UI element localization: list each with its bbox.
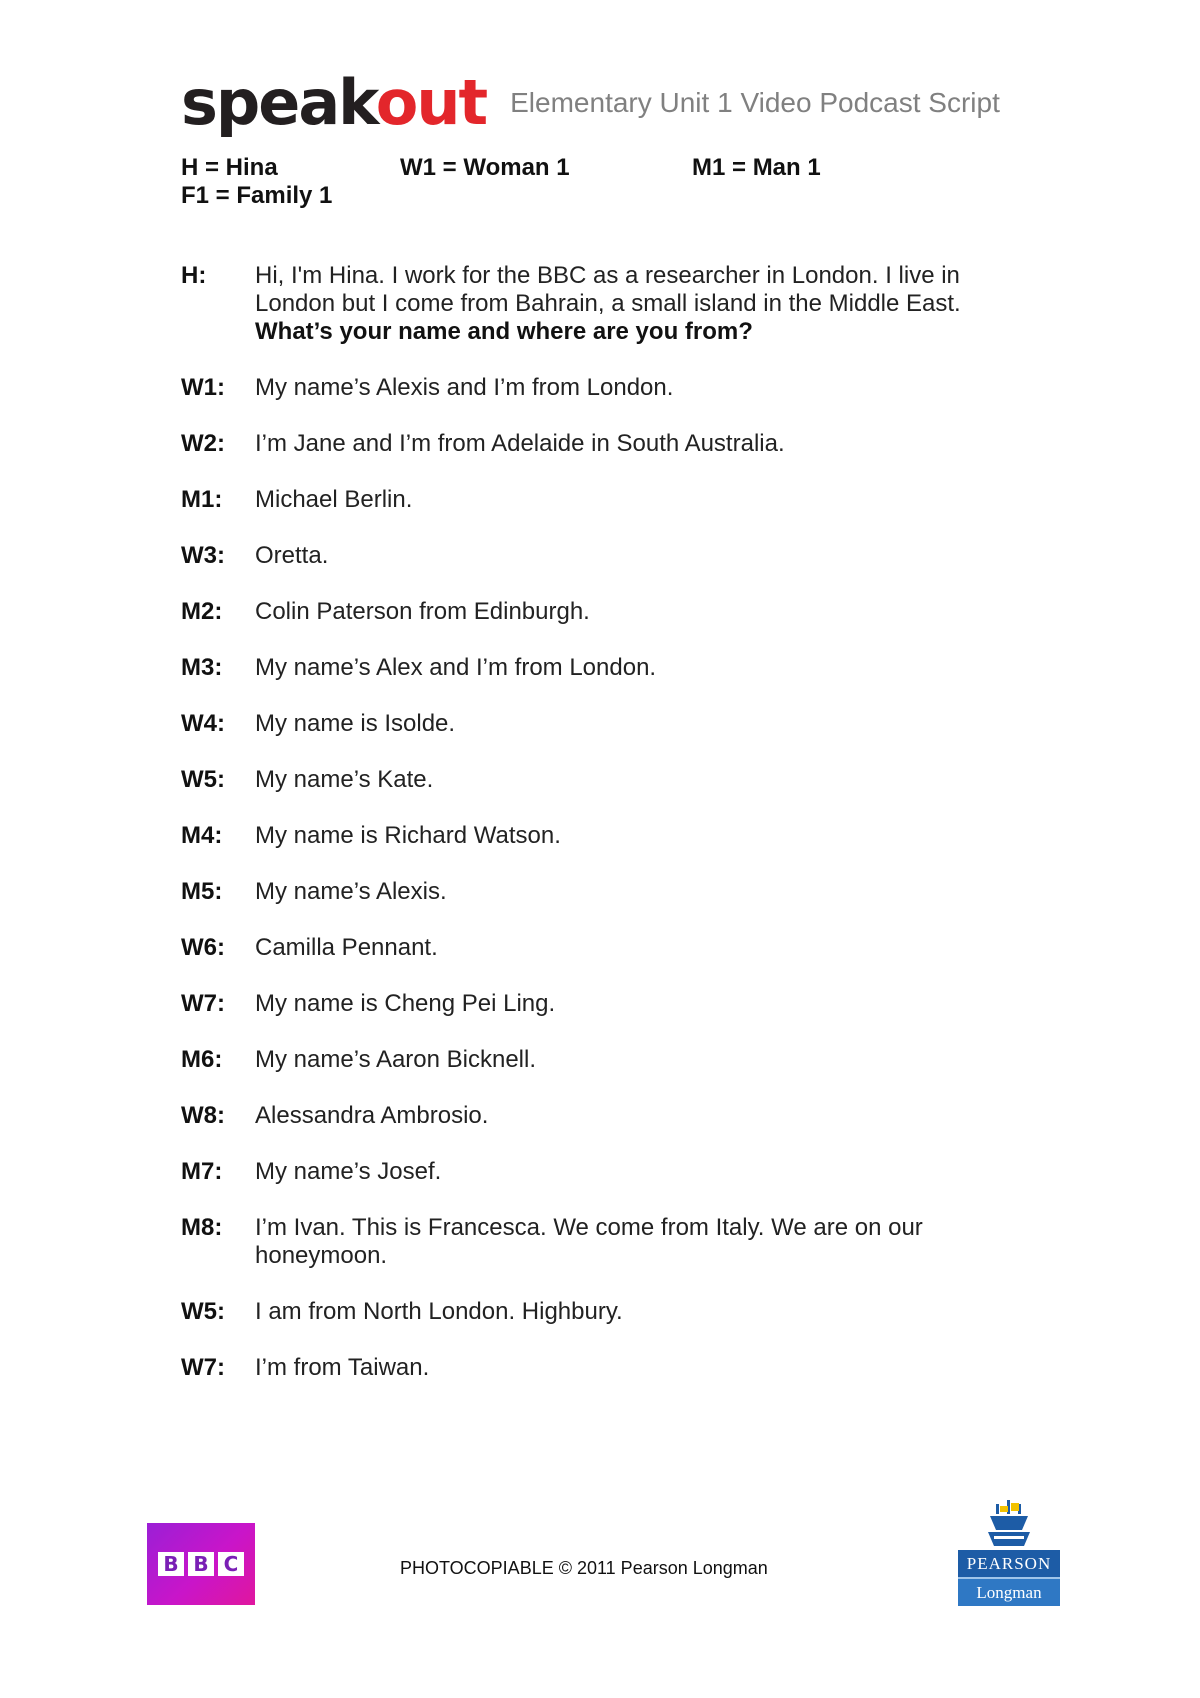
transcript-row (181, 430, 1021, 458)
pearson-label: PEARSON (958, 1550, 1060, 1577)
speaker-label: M3: (181, 654, 223, 681)
transcript-row (181, 542, 1021, 570)
transcript-row (181, 878, 1021, 906)
speaker-label: W4: (181, 710, 225, 737)
speech-text-block (255, 934, 1021, 962)
speech-text: My name’s Aaron Bicknell. (255, 1046, 537, 1073)
speech-text-block (255, 1354, 1021, 1382)
transcript-row (181, 1158, 1021, 1186)
speech-text: Camilla Pennant. (255, 934, 438, 961)
speaker-label: M2: (181, 598, 223, 625)
speaker-label: M4: (181, 822, 223, 849)
speech-text: Alessandra Ambrosio. (255, 1102, 489, 1129)
speaker-label: M1: (181, 486, 223, 513)
speech-text: My name’s Alex and I’m from London. (255, 654, 657, 681)
speech-question: What’s your name and where are you from? (255, 318, 753, 345)
speech-text: I’m Ivan. This is Francesca. We come from Italy. We are on our honeymoon. (255, 1214, 923, 1269)
longman-label: Longman (958, 1577, 1060, 1606)
speech-text-block (255, 1046, 1021, 1074)
speaker-label: W6: (181, 934, 225, 961)
transcript (181, 262, 1021, 1410)
speaker-label: W2: (181, 430, 225, 457)
document-title: Elementary Unit 1 Video Podcast Script (510, 87, 1000, 118)
speech-text-block (255, 822, 1021, 850)
transcript-row (181, 486, 1021, 514)
speech-text: Hi, I'm Hina. I work for the BBC as a researcher in London. I live in London but I come from Bahrain, a small island in the Middle East. (255, 262, 961, 317)
speech-text: I’m Jane and I’m from Adelaide in South Australia. (255, 430, 785, 457)
speech-text-block (255, 1102, 1021, 1130)
transcript-row (181, 1102, 1021, 1130)
key-woman-1: W1 = Woman 1 (400, 154, 570, 181)
bbc-letter: B (188, 1552, 214, 1576)
speech-text: Oretta. (255, 542, 329, 569)
key-hina: H = Hina (181, 154, 278, 181)
transcript-row (181, 822, 1021, 850)
speaker-label: M8: (181, 1214, 223, 1241)
logo-out: out (375, 66, 487, 139)
speaker-label: W5: (181, 766, 225, 793)
speech-text: Colin Paterson from Edinburgh. (255, 598, 590, 625)
speech-text: My name is Isolde. (255, 710, 456, 737)
transcript-row (181, 1214, 1021, 1270)
speech-text-block (255, 486, 1021, 514)
ship-icon (986, 1500, 1032, 1550)
speech-text: Michael Berlin. (255, 486, 413, 513)
speech-text-block (255, 542, 1021, 570)
key-family-1: F1 = Family 1 (181, 182, 333, 209)
speech-text: My name’s Josef. (255, 1158, 442, 1185)
speech-text-block (255, 374, 1021, 402)
speech-text: I am from North London. Highbury. (255, 1298, 623, 1325)
bbc-logo (147, 1523, 255, 1605)
transcript-row (181, 598, 1021, 626)
speech-text-block (255, 598, 1021, 626)
transcript-row (181, 654, 1021, 682)
speaker-label: M6: (181, 1046, 223, 1073)
transcript-row (181, 1298, 1021, 1326)
logo-speak: speak (181, 66, 376, 139)
speech-text-block (255, 1214, 1021, 1270)
transcript-row (181, 934, 1021, 962)
speech-text-block (255, 654, 1021, 682)
transcript-row (181, 374, 1021, 402)
transcript-row (181, 1354, 1021, 1382)
speech-text-block (255, 710, 1021, 738)
speaker-label: W5: (181, 1298, 225, 1325)
speech-text: My name’s Alexis and I’m from London. (255, 374, 674, 401)
speech-text-block (255, 262, 1021, 346)
transcript-row (181, 710, 1021, 738)
pearson-longman-logo (958, 1500, 1060, 1606)
bbc-letter: C (218, 1552, 244, 1576)
speaker-label: W1: (181, 374, 225, 401)
speech-text: My name is Cheng Pei Ling. (255, 990, 556, 1017)
speech-text-block (255, 1158, 1021, 1186)
bbc-letter: B (158, 1552, 184, 1576)
speech-text-block (255, 1298, 1021, 1326)
speaker-label: M5: (181, 878, 223, 905)
speaker-label: W7: (181, 1354, 225, 1381)
speaker-label: W7: (181, 990, 225, 1017)
transcript-row (181, 1046, 1021, 1074)
speech-text: My name’s Kate. (255, 766, 434, 793)
speaker-label: W8: (181, 1102, 225, 1129)
speaker-label: H: (181, 262, 207, 289)
speaker-label: W3: (181, 542, 225, 569)
speech-text: My name’s Alexis. (255, 878, 447, 905)
speech-text: My name is Richard Watson. (255, 822, 561, 849)
speakout-logo (181, 66, 487, 139)
speech-text-block (255, 766, 1021, 794)
transcript-row (181, 990, 1021, 1018)
copyright-text: PHOTOCOPIABLE © 2011 Pearson Longman (400, 1558, 768, 1578)
speech-text: I’m from Taiwan. (255, 1354, 430, 1381)
transcript-row (181, 262, 1021, 346)
header (181, 66, 1000, 142)
speaker-label: M7: (181, 1158, 223, 1185)
key-man-1: M1 = Man 1 (692, 154, 821, 181)
transcript-row (181, 766, 1021, 794)
speech-text-block (255, 990, 1021, 1018)
speech-text-block (255, 430, 1021, 458)
speech-text-block (255, 878, 1021, 906)
